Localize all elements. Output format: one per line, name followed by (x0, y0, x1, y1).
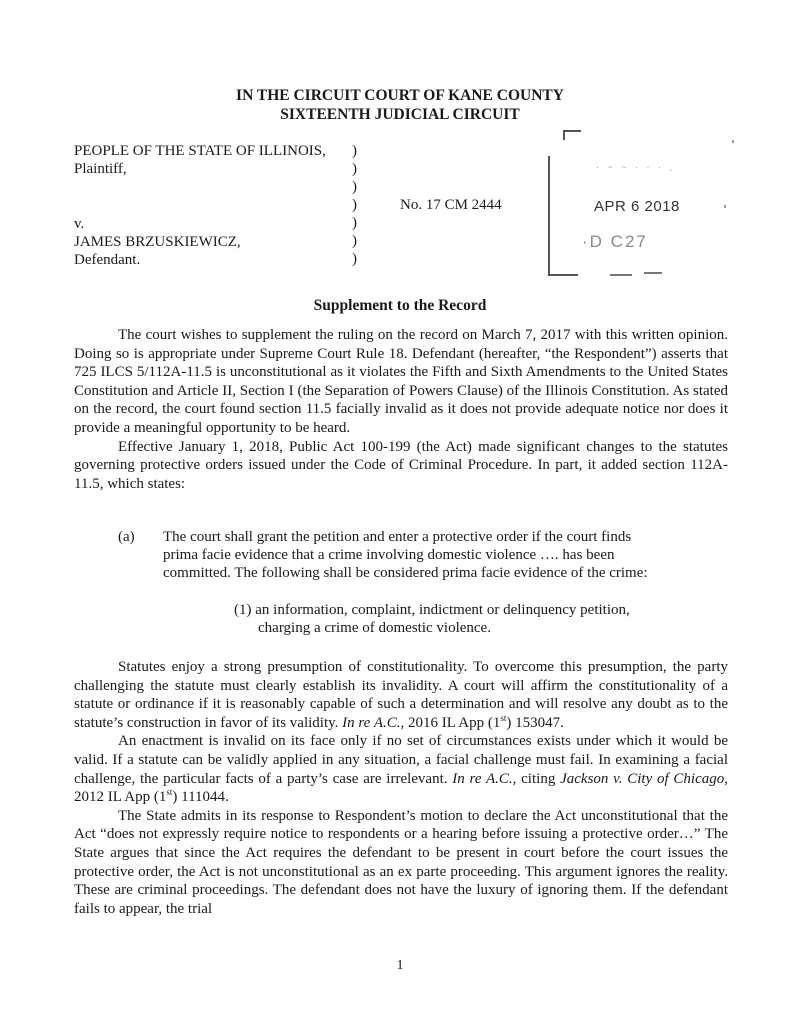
court-name: IN THE CIRCUIT COURT OF KANE COUNTY (236, 87, 564, 104)
stamp-border (548, 274, 578, 276)
caption-paren: ) (352, 161, 357, 177)
stamp-mark (644, 272, 662, 274)
body-section-2 (74, 658, 728, 918)
paragraph: Effective January 1, 2018, Public Act 100-199 (the Act) made significant changes to the statutes governing protective orders issued under the Code of Criminal Procedure. In part, it added section 112A-11.5, which states: (74, 438, 728, 492)
circuit-name: SIXTEENTH JUDICIAL CIRCUIT (280, 106, 520, 123)
page-number: 1 (396, 958, 404, 973)
paragraph: The court wishes to supplement the ruling on the record on March 7, 2017 with this written opinion. Doing so is appropriate under Supreme Court Rule 18. Defendant (hereafter, “the Respondent”) asserts that 725 ILCS 5/112A-11.5 is unconstitutional as it violates the Fifth and Sixth Amendments to the United States Constitution and Article II, Section I (the Separation of Powers Clause) of the Illinois Constitution. As stated on the record, the court found section 11.5 facially invalid as it does not provide adequate notice nor does it provide a meaningful opportunity to be heard. (74, 327, 728, 436)
stamp-corner (563, 130, 565, 140)
quote-label-a: (a) (118, 529, 135, 545)
stamp-border (548, 156, 550, 276)
scan-speck (724, 205, 726, 208)
scan-speck (732, 140, 734, 143)
stamp-corner (563, 130, 581, 132)
paragraph-text: Statutes enjoy a strong presumption of constitutionality. To overcome this presumption, the party challenging the statute must clearly establish its invalidity. A court will affirm the constitutionality of a statute or ordinance if it is reasonably capable of such a determination and will resolve any doubt as to the statute’s construction in favor of its validity. (74, 659, 728, 731)
caption-paren: ) (352, 251, 357, 267)
citation-text: , 2016 IL App (1 (400, 714, 501, 731)
citation: In re A.C. (342, 714, 401, 731)
caption-paren: ) (352, 143, 357, 159)
quote-line: charging a crime of domestic violence. (258, 620, 491, 636)
quote-line: (1) an information, complaint, indictment or delinquency petition, (234, 602, 630, 618)
case-number: No. 17 CM 2444 (400, 197, 502, 213)
defendant-name: JAMES BRZUSKIEWICZ, (74, 234, 241, 250)
citation-text: , citing (512, 770, 556, 787)
versus: v. (74, 216, 85, 232)
citation-text: ) 153047. (506, 714, 564, 731)
stamp-mark (610, 274, 632, 276)
citation-text: , 2012 IL App (1 (74, 770, 728, 806)
quote-line: prima facie evidence that a crime involving domestic violence …. has been (163, 547, 615, 563)
superscript: st (166, 787, 173, 798)
caption-paren: ) (352, 179, 357, 195)
quote-line: The court shall grant the petition and enter a protective order if the court finds (163, 529, 632, 545)
citation: In re A.C. (452, 770, 513, 787)
plaintiff-name: PEOPLE OF THE STATE OF ILLINOIS, (74, 143, 326, 159)
stamp-date: APR 6 2018 (594, 198, 680, 215)
caption-paren: ) (352, 197, 357, 213)
paragraph-text: An enactment is invalid on its face only if no set of circumstances exists under which it would be valid. If a statute can be validly applied in any situation, a facial challenge must fail. In examining a facial challenge, the particular facts of a party’s case are irrelevant. (74, 733, 728, 787)
citation-text: ) 111044. (172, 789, 229, 806)
defendant-role: Defendant. (74, 252, 141, 268)
body-section-1 (74, 326, 728, 493)
superscript: st (500, 712, 507, 723)
paragraph: The State admits in its response to Respondent’s motion to declare the Act unconstitutional that the Act “does not expressly require notice to respondents or a hearing before issuing a protective order…” The State argues that since the Act requires the defendant to be present in court before the court issues the protective order, the Act is not unconstitutional as an ex parte proceeding. This argument ignores the reality. These are criminal proceedings. The defendant does not have the luxury of ignoring them. If the defendant fails to appear, the trial (74, 807, 728, 917)
quote-line: committed. The following shall be considered prima facie evidence of the crime: (163, 565, 648, 581)
caption-paren: ) (352, 215, 357, 231)
caption-paren: ) (352, 233, 357, 249)
document-title: Supplement to the Record (313, 297, 487, 314)
filing-stamp (548, 126, 738, 276)
stamp-faint-text: ·D C27 (582, 232, 648, 251)
plaintiff-role: Plaintiff, (74, 161, 127, 177)
paragraph (74, 732, 728, 806)
citation: Jackson v. City of Chicago (560, 770, 725, 787)
paragraph (74, 658, 728, 732)
stamp-faint-text: · ~ ~ · · · , (596, 162, 676, 172)
